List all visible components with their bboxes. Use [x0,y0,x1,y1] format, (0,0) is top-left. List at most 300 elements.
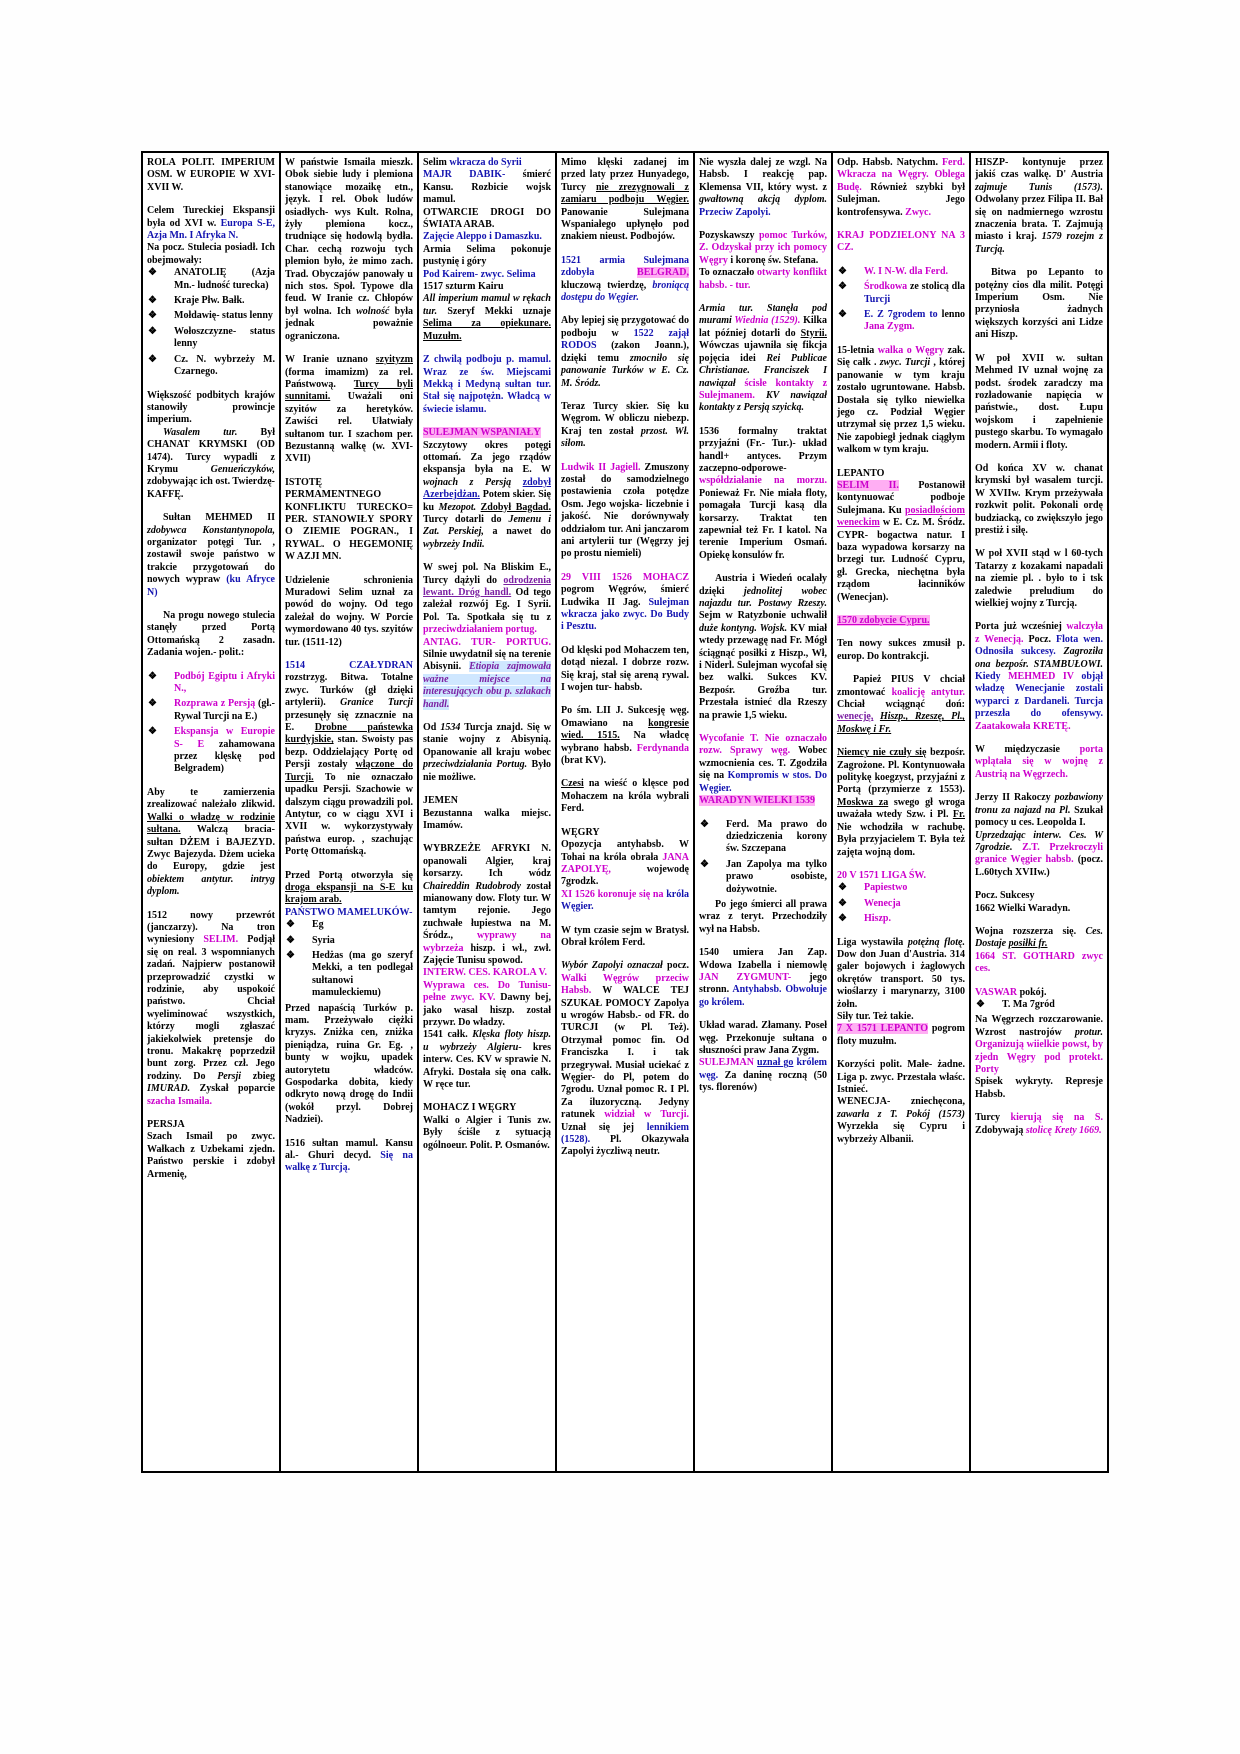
paragraph [561,572,689,634]
text-segment: JAN ZYGMUNT- [699,971,792,983]
text-segment: Flota wen. Odnosiła sukcesy. [975,633,1103,658]
text-segment: ścisłe kontakty z Sulejmanem. [699,377,828,401]
paragraph [423,562,551,636]
text-segment: Walczą bracia- sułtan DŻEM i BAJEZYD. Zwyc Bajezyda. Dżem ucieka do Europy, gdzie jest [147,824,275,873]
text-segment: protur. [1074,1026,1103,1038]
text-segment: Kompromis w stos. Do Węgier. [699,770,827,794]
text-segment: W. I N-W. dla [864,265,925,277]
text-segment: 1579 rozejm z Turcją. [975,231,1103,255]
text-segment: zajmuje Tunis (1573). [975,181,1103,193]
text-segment: ze stolicą dla [907,281,965,293]
paragraph [975,744,1103,781]
bullet-item [699,819,827,856]
paragraph [285,477,413,564]
text-segment: pozbawiony tronu za najazd na Pl. [975,792,1103,816]
text-segment: uznał go [757,1057,794,1069]
text-segment: WYBRZEŻE AFRYKI N. opanowali Algier, kraj korsarzy. Ich wódz [423,843,551,880]
text-segment: 7 X 1571 LEPANTO [837,1023,929,1035]
paragraph [285,1138,413,1175]
paragraph [975,987,1103,999]
text-segment: wojewodę 7grodzk. [561,863,689,888]
bullet-diamond-icon: ❖ [838,897,847,909]
text-segment: ANATOLIĘ (Azja Mn.- ludność turecka) [174,267,275,291]
text-segment: HISZP- kontynuje przez jakiś czas walkę. D' Austria [975,157,1103,181]
paragraph [423,1029,551,1091]
text-segment: pogrom floty muzułm. [837,1023,965,1047]
text-segment: Rei Publicae Christianae. Franciszek I nawiązał [699,352,827,389]
paragraph [561,255,689,305]
paragraph [423,1102,551,1114]
text-segment: Zwyc. [905,206,931,218]
text-segment: 1512 nowy przewrót (janczarzy). Na tron wyniesiony [147,909,275,946]
text-segment: Hedżas (ma go szeryf Mekki, a ten podlegał sułtanowi mamuleckiemu) [312,949,413,999]
text-segment: Również szybki był Sulejman. Jego kontrofensywa. [837,181,965,218]
paragraph [837,870,965,882]
text-segment: Antyhabsb. Obwołuje go królem. [699,984,827,1008]
text-segment: była jednak poważnie ograniczona. [285,305,413,342]
paragraph [147,1131,275,1181]
paragraph [837,480,965,604]
bullet-list [837,266,965,334]
paragraph [423,843,551,967]
bullet-diamond-icon: ❖ [148,267,157,279]
text-segment: Odp. Habsb. Natychm. [837,157,942,168]
text-segment: Aby lepiej się przygotować do podboju w [561,315,689,339]
bullet-item [147,671,275,696]
text-segment: pogrom Węgrów, śmierć Ludwika II Jag. [561,584,689,608]
text-segment: Postanowił kontynuować podboje Sulejmana. Ku [837,479,965,516]
column-7 [971,153,1107,1471]
column-1 [143,153,281,1471]
text-segment: INTERW. CES. KAROLA V. [423,967,547,979]
paragraph [561,315,689,389]
text-segment: Przed napaścią Turków p. mam. Przeżywało ciężki kryzys. Zniżka cen, zniżka pieniądza, ruina Gr. Eg. , bunty w wojku, upadek autorytetu władców. Gospodarka dobita, kiedy odkryto nową drogę do Indii (wokół przyl. Dobrej Nadziei). [285,1002,413,1126]
text-segment: rozstrzyg. Bitwa. Totalne zwyc. Turków (gł dzięki artylerii). [285,672,413,709]
bullet-item [837,309,965,334]
text-segment: odrodzenia lewant. Dróg handl. [423,574,551,598]
paragraph [561,889,689,914]
paragraph [699,733,827,795]
text-segment: 1517 szturm Kairu [423,281,504,293]
text-segment: ROLA POLIT. IMPERIUM OSM. W EUROPIE W XVI-XVII W. [147,157,275,193]
bullet-diamond-icon: ❖ [286,949,295,961]
text-segment: Zdobył Bagdad. [480,501,551,513]
text-segment: WENECJA- zniechęcona, [837,1096,965,1108]
text-segment: szyityzm [375,354,413,366]
text-segment: szacha Ismaila. [147,1095,212,1107]
text-segment: Po jego śmierci all prawa wraz z teryt. Przechodziły wył na Habsb. [699,898,827,935]
text-segment: Zdobywają [975,1124,1026,1136]
text-segment: współdziałanie na morzu. [699,475,827,487]
text-segment: wolność [356,305,390,317]
text-segment: Porta już wcześniej [975,621,1067,633]
text-segment: Ferdynanda [636,742,689,754]
text-segment: Uprzedzając interw. Ces. W 7grodzie. [975,829,1103,853]
text-segment: Papież PIUS V chciał zmontować [837,674,965,698]
text-segment: JEMEN [423,795,458,807]
text-segment: Wyprawa ces. Do Tunisu- pełne zwyc. KV. [423,979,551,1004]
text-segment: Fr. [952,809,965,821]
text-segment: To nie oznaczało upadku Persji. Szachowie w dalszym ciągu prowadzili pol. Antytur, co w ciągu XVI i XVII w. wykorzystywały państwa europ. , szachując Portę Ottomańską. [285,771,413,858]
text-segment: W państwie Ismaila mieszk. Obok siebie ludy i plemiona stanowiące mozaikę etn., język. I rel. Obok ludów osiadłych- wys Kult. Rolna, żyły plemiona kocz., trudniące się hodowlą bydła. Char. cechą rozwoju tych plemion było, że mimo zach. Trad. Obyczajów panowały u nich stos. Społ. Typowe dla feud. W Iranie cz. Chłopów był wolna. Ich [285,157,413,317]
paragraph [837,638,965,663]
paragraph [561,462,689,561]
paragraph [147,910,275,1109]
paragraph [975,353,1103,452]
text-segment [511,477,523,488]
text-segment: otwarty konflikt habsb. - tur. [699,267,827,291]
paragraph [423,281,551,293]
text-segment: Z.T. Przekroczyli granice Węgier habsb. [975,841,1103,866]
text-segment: Na pocz. Stulecia posiadł. Ich obejmowały: [147,242,275,266]
text-segment: wenecję, [837,711,874,723]
text-segment: Szukał pomocy u ces. Leopolda I. [975,804,1103,829]
text-segment: Wycofanie T. Nie oznaczało rozw. Sprawy węg. [699,733,827,757]
text-segment: Szeryf Mekki uznaje [437,305,551,317]
text-segment: Bitwa po Lepanto to potężny cios dla milit. Potęgi Imperium Osm. Nie przyniosła żadnych większych korzyści ani Lidze ani Hiszp. [975,267,1103,341]
text-segment: królem węg. [699,1057,827,1081]
text-segment: W WALCE TEJ SZUKAŁ POMOCY Zapolya u wrogów Habsb.- od FR. do TURCJI (w Pl. Też). Otrzymał pomoc fin. Od Franciszka I. i tak przegrywał. Musiał uciekać z Węgier- do Pl, potem do 7grodu. Uznał pomoc R. I Pl. Za iluzoryczną. Jedyny ratunek [561,985,689,1121]
text-segment: (ku Afryce N) [147,574,275,598]
text-segment: Syria [312,934,335,946]
paragraph [699,230,827,267]
text-segment: Turcy byli sunnitami. [285,378,413,403]
paragraph [561,925,689,950]
text-segment: T. Ma 7gród [1002,998,1055,1010]
text-segment: przeciwdziałania Portug. [423,759,528,771]
paragraph [837,674,965,736]
text-segment: pokój. [1017,986,1047,998]
paragraph [285,907,413,919]
text-segment: widział w [604,1109,652,1121]
text-segment: nie zrezygnowali z zamiaru podboju Węgier. [561,181,689,206]
text-segment: Mezopot. [438,501,477,513]
text-segment: Wówczas ujawniła się fikcja pojęcia idei [699,340,827,364]
column-6 [833,153,971,1471]
paragraph [147,205,275,242]
text-segment: Europa S-E, Azja Mn. I Afryka N. [147,217,275,242]
bullet-list [285,919,413,999]
text-segment: Podjął się on real. 3 wspomnianych zadań. Najpierw postanowił przeprowadzić czystki w rodzinie, aby uspokoić państwo. Chciał wyeliminować wszystkich, którzy mogli zgłaszać jakiekolwiek pretensje do tronu. Makakrę poprzedził bunt zorg. Przez czł. Jego rodziny. Do [147,934,275,1082]
bullet-diamond-icon: ❖ [148,726,157,738]
text-segment: Układ warad. Złamany. Poseł węg. Przekonuje sułtana o słuszności praw Jana Zygm. [699,1020,827,1056]
text-segment: Uważali oni szyitów za heretyków. Zawiści rel. Ułatwiały sułtanom tur. I szachom per. Bezustanną walkę (w. XVI- XVII) [285,391,413,465]
text-segment: Ten nowy sukces zmusił p. europ. Do kontrakcji. [837,638,965,662]
text-segment: 1514 CZAŁYDRAN [285,660,413,672]
text-segment: śmierć Kansu. Rozbicie wojsk mamul. [423,169,551,206]
text-segment: Zajęcie Aleppo i Damaszku. [423,231,542,243]
text-segment: VASWAR [975,986,1018,998]
text-segment: Wenecja [864,897,901,909]
text-segment: Przeciw Zapolyi. [699,206,771,218]
text-segment: Pl. Okazywała Zapolyi życzliwą neutr. [561,1134,689,1158]
paragraph [423,207,551,232]
text-segment: jego stronn. [699,971,827,996]
text-segment: kluczową twierdzę, [561,279,653,291]
paragraph [975,792,1103,829]
text-segment: zak. Się całk . [837,344,965,369]
text-segment: króla Węgier. [561,888,689,913]
paragraph [561,401,689,451]
text-segment: Zaatakowała KRETĘ. [975,720,1071,732]
text-segment: Szach Ismail po zwyc. Wałkach z Uzbekami zjedn. Państwo perskie i zdobył Armenię, [147,1131,275,1180]
text-segment: zmocniło się panowanie Turków [561,352,689,377]
paragraph [975,1076,1103,1101]
bullet-diamond-icon: ❖ [148,295,157,307]
text-segment: Niemcy nie czuły się [837,747,927,759]
text-segment: zahamowana przez klęskę pod Belgradem) [174,738,275,775]
bullet-item [837,913,965,925]
paragraph [975,157,1103,256]
text-segment: Udzielenie schronienia Muradowi Selim uznał za powód do wojny. Od tego zależał do wojny. W Porcie wymordowano 40 tys. szyitów tur. (1511-12) [285,574,413,648]
text-segment: zdobywca Konstantynopola, [147,524,275,536]
text-segment: 20 V 1571 LIGA ŚW. [837,869,927,881]
text-segment: Ekspansja w Europie S- E [174,726,275,750]
paragraph [423,169,551,206]
text-segment: (zakon Joann.), dzięki temu [561,340,689,364]
text-segment: Zyskał poparcie [190,1083,275,1095]
text-segment: a nawet do [483,526,551,538]
text-segment: Turcy [975,1112,1011,1124]
text-segment: stan. Swoisty pas bezp. Oddzielający Portę od Persji zostały [285,734,413,771]
text-segment: Za daninę roczną (50 tys. florenów) [699,1069,827,1094]
bullet-diamond-icon: ❖ [286,934,295,946]
text-segment: Cz. N. wybrzeży M. Czarnego. [174,353,275,378]
column-3 [419,153,557,1471]
text-segment: Hiszp. [864,913,891,925]
text-segment: Pozyskawszy [699,230,759,242]
text-segment: wyprawy na wybrzeża [423,930,551,954]
paragraph [561,705,689,767]
bullet-diamond-icon: ❖ [838,913,847,925]
text-segment: 1536 formalny traktat przyjaźni (Fr.- Tur.)- układ handl+ antyces. Przym zaczepno-odporowe- [699,425,827,474]
text-segment: Zmuszony został do samodzielnego postawienia czoła potędze Osm. Jego wojska- liczebnie i jakość. Nie dorównywały oddziałom tur. Ani janczarom ani artylerii tur (Węgrzy jej po prostu niemieli) [561,461,689,560]
text-segment: Selima za opiekunare. Muzułm. [423,318,551,342]
text-segment: 1541 całk. [423,1029,473,1041]
text-segment: walka o [877,344,912,356]
text-segment: Nie wchodziła w rachubę. Była przyjacielem T. Była też zajęta wojną dom. [837,821,965,858]
text-segment: wkracza do Syrii [449,157,522,168]
text-segment: W tym czasie sejm w Bratysł. Obrał królem Ferd. [561,924,689,948]
text-segment: LEPANTO [837,467,885,479]
text-segment: (brat KV). [561,755,606,767]
bullet-item [147,310,275,322]
paragraph [975,267,1103,341]
bullet-list [837,882,965,925]
text-segment [1056,646,1064,657]
text-segment: Aby te zamierzenia zrealizować należało zlikwid. [147,786,275,811]
bullet-item [837,266,965,278]
paragraph [147,427,275,501]
bullet-diamond-icon: ❖ [148,325,157,337]
text-segment: Od [423,722,441,734]
text-segment: zawarła z T. Pokój (1573) [837,1108,965,1120]
text-segment: 1540 umiera Jan Zap. Wdowa Izabella i niemowlę [699,947,827,971]
bullet-item [837,882,965,894]
bullet-diamond-icon: ❖ [148,698,157,710]
text-segment: Sułtan MEHMED II [163,512,275,524]
paragraph [699,899,827,936]
text-segment: Walki Węgrów przeciw Habsb. [561,972,689,997]
text-segment: Sulejman wkracza jako zwyc. Do Budy i Pesztu. [561,596,689,633]
bullet-diamond-icon: ❖ [700,818,709,830]
paragraph [561,778,689,815]
text-segment: MOHACZ I WĘGRY [423,1102,517,1114]
text-segment: W międzyczasie [975,744,1080,756]
paragraph [423,427,551,439]
paragraph [423,1115,551,1152]
text-segment: Wasalem tur. [163,426,238,438]
bullet-item [147,698,275,723]
bullet-item [285,950,413,1000]
text-segment: walczyła z Wenecją. [975,621,1103,645]
text-segment: koalicję antytur. [891,686,965,698]
text-segment: kierują się na S. [1010,1112,1103,1124]
text-segment: Styrii. [800,327,827,339]
text-segment: Jana Zygm. [864,321,915,333]
text-segment: OTWARCIE DROGI DO ŚWIATA ARAB. [423,206,551,231]
bullet-item [147,726,275,776]
text-segment: Jemenu i Zat. Perskiej, [423,513,551,538]
text-segment: lenno [937,309,965,321]
paragraph [837,1023,965,1048]
paragraph [423,231,551,243]
text-segment: został mianowany dow. Floty tur. W tamtym rejonie. Jego zuchwałe łupiestwa na M. Śródz., [423,880,551,942]
text-segment: Podbój Egiptu i Afryki N., [174,670,275,695]
text-segment: posiłki fr. [1008,938,1048,950]
text-segment: Jerzy II Rakoczy [975,792,1055,804]
bullet-item [147,354,275,379]
text-segment: Na progu nowego stulecia stanęły przed Portą Ottomańską 2 zasadn. Zadania wojen.- polit.: [147,610,275,659]
text-segment: Austria i Wiedeń ocalały dzięki [699,573,827,597]
paragraph [423,440,551,552]
text-segment: WĘGRY [561,826,600,838]
text-segment: ISTOTĘ PERMAMENTNEGO KONFLIKTU TURECKO= PER. STANOWIŁY SPORY O ZIEMIE POGRAN., I RYWAL. O HEGEMONIĘ W AZJI MN. [285,476,413,563]
text-segment: Ludwik II Jagiell. [561,461,641,473]
text-segment: Pod Kairem- zwyc. Selima [423,268,536,280]
text-segment: MAJR DABIK- [423,169,506,181]
text-segment: Nie wyszła dalej ze wzgl. Na Habsb. I reakcję pap. Klemensa VII, który wyst. z [699,157,827,193]
text-segment: Granice Turcji [340,697,414,709]
paragraph [285,354,413,466]
paragraph [423,808,551,833]
text-segment: Było nie możliwe. [423,759,551,783]
text-segment: Środkowa [864,281,908,293]
text-segment: SULEJMAN [699,1057,755,1069]
text-segment: organizator potęgi Tur. , zostawił swoje państwo w trakcie przygotowań do nowych wypraw [147,536,275,586]
text-segment: E. Z 7grodem to [864,309,938,321]
paragraph [975,890,1103,902]
text-segment: gwałtowną akcją dyplom. [699,194,827,206]
text-segment: WARADYN WIELKI 1539 [699,795,815,807]
text-segment: Ferd. Wkracza na Węgry. Oblega Budę. [837,157,965,193]
text-segment: Dawny bej, jako wasal hiszp. został przywr. Do władzy. [423,992,551,1028]
text-segment: Selim [423,157,450,168]
text-segment: , której panowanie w tym kraju zostało ugruntowane. Habsb. Dostała się tylko niewielka jego cz. Podział Węgier utrzymał się przez 1,5 wieku. Nie zapobiegł jednak ciągłym walkom w tym kraju. [837,357,966,456]
paragraph [837,1059,965,1096]
text-segment: Czesi [561,778,584,790]
text-segment: Od tego zależał rozwój Eg. I Syrii. Pol. Ta. Spotkała się tu z [423,587,551,623]
paragraph [423,980,551,1030]
paragraph [975,548,1103,610]
text-segment: Zagroziła ona bezpośr. STAMBUŁOWI. [975,646,1103,670]
text-segment: Węgry [915,344,944,356]
paragraph [699,1020,827,1057]
text-segment: PERSJA [147,1119,185,1131]
text-segment: Wyrzekła się Cypru i wybrzeży Albanii. [837,1121,965,1145]
paragraph [423,269,551,281]
paragraph [423,354,551,416]
text-segment: Odwołany przez Filipa II. Bał się on nadmiernego wzrostu znaczenia brata. T. Zajmują miasto i kraj. [975,194,1103,243]
text-segment: Uznał się jej [561,1121,647,1133]
paragraph [699,947,827,1009]
text-segment: przesunęły się zznacznie na E. [285,709,413,734]
text-segment: 1570 zdobycie Cypru. [837,615,930,626]
text-segment: 1534 [440,722,461,734]
text-segment: IMURAD. [147,1083,191,1095]
text-segment: zwyc. Turcji [879,357,931,369]
text-segment: bezpośr. Zagrożone. Pl. Kontynuowała politykę koegzyst, przyjaźni z Portą (przymierze z 1553). [837,747,965,796]
bullet-list [147,671,275,776]
text-segment: JANA ZAPOLYĘ, [561,851,689,875]
bullet-item [837,281,965,306]
paragraph [561,157,689,244]
text-segment: Drobne państewka kurdyjskie, [285,722,413,746]
text-segment: Pocz. Sukcesy [975,890,1035,902]
text-segment: W poł XVII w. sułtan Mehmed IV uznał wojnę za podst. środek zaradczy ma rozładowanie napięcia w państwie., dost. Łupu wojskom i zapełnienie pustego skarbu. To wymagało modern. Armii i floty. [975,352,1103,451]
paragraph [699,157,827,219]
paragraph [561,827,689,839]
paragraph [561,960,689,1159]
bullet-item [147,295,275,307]
bullet-item [285,935,413,947]
paragraph [837,157,965,219]
paragraph [975,903,1103,915]
text-segment: Teraz Turcy skier. Się ku Węgrom. W obliczu niebezp. Kraj ten został [561,400,689,437]
paragraph [975,1014,1103,1076]
text-segment [651,1109,660,1120]
text-segment: Kiedy [975,671,1009,683]
bullet-item [147,326,275,351]
paragraph [285,157,413,343]
text-segment: zbieg [241,1070,275,1082]
text-segment: Turcy dotarli do [423,513,509,525]
text-segment: Większość podbitych krajów stanowiły prowincje imperium. [147,389,275,426]
text-segment: Turcja znajd. Się w stanie wojny z Abisynią. Opanowanie all kraju wobec [423,722,551,758]
text-segment: kres interw. Ces. KV w sprawie N. Afryki. Dostała się ona całk. W ręce tur. [423,1041,551,1091]
text-segment: Armia tur. Stanęła pod murami [699,303,827,327]
paragraph [423,293,551,343]
paragraph [423,637,551,711]
text-segment: obiektem antytur. intryg dyplom. [147,873,275,898]
paragraph [975,951,1103,976]
text-segment: 1522 zajął RODOS [561,327,689,352]
text-segment: SULEJMAN WSPANIAŁY [423,427,541,439]
text-segment: na wieść o klęsce pod Mohaczem na króla wybrali Ferd. [561,778,689,815]
paragraph [699,1057,827,1094]
paragraph [837,615,965,627]
text-segment: W Iranie uznano [285,354,376,366]
paragraph [975,463,1103,537]
paragraph [285,1003,413,1127]
text-segment: 1662 Wielki Waradyn. [975,902,1071,914]
text-segment: objął władzę Wenecjanie zostali wyparci z Dardaneli. Turcja przeszła do ofensywy. [975,671,1103,720]
column-4 [557,153,695,1471]
text-segment: Bezustanna walka miejsc. Imamów. [423,807,551,831]
paragraph [285,575,413,649]
text-segment: Walki o Algier i Tunis zw. Były ściśle z sytuacją ogólnoeur. Polit. P. Osmanów. [423,1114,551,1151]
bullet-diamond-icon: ❖ [286,919,295,931]
